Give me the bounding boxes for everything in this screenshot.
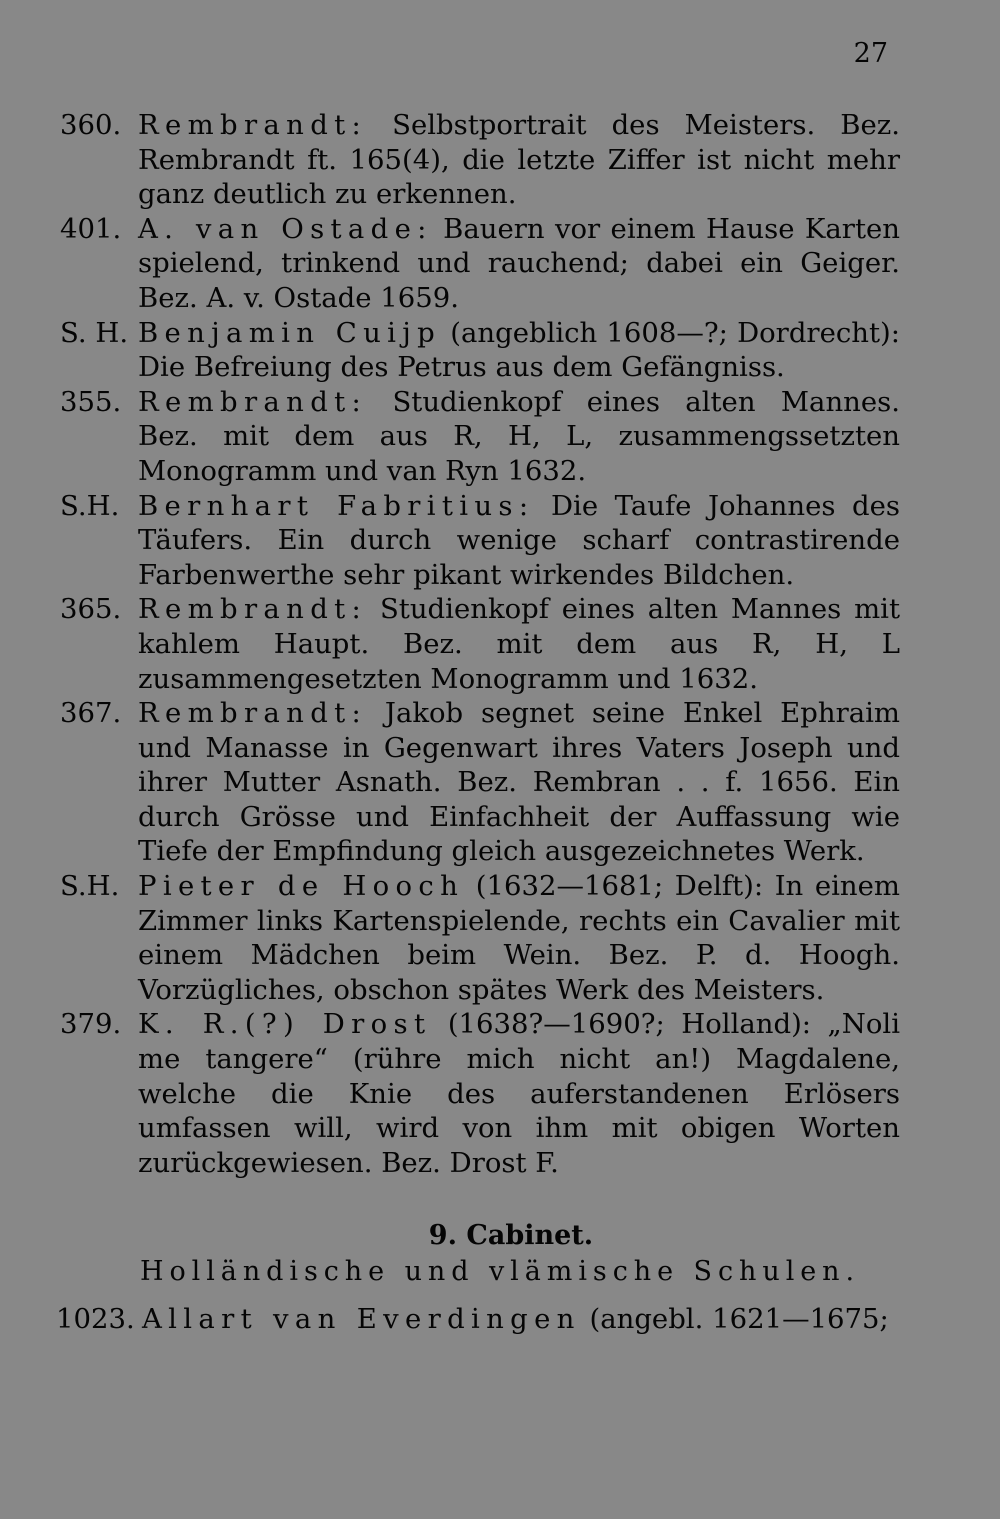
entry-artist: Benjamin Cuijp [138,316,442,349]
catalog-entry [60,696,900,869]
entry-text: Bauern vor einem Hause Karten spielend, trinkend und rauchend; dabei ein Geiger. Bez. A. v. Ostade 1659. [138,212,900,314]
catalog-entry [60,489,900,593]
entry-artist: Rembrandt: [138,385,368,418]
entry-artist: A. van Ostade: [138,212,433,245]
entry-text: (angeblich 1608—?; Dordrecht): Die Befreiung des Petrus aus dem Gefängniss. [138,316,900,384]
entry-artist: Rembrandt: [138,697,368,730]
catalog-entry [60,869,900,1007]
entry-number: 355. [60,385,122,418]
entry-text: Jakob segnet seine Enkel Ephraim und Manasse in Gegenwart ihres Vaters Joseph und ihrer Mutter Asnath. Bez. Rembran . . f. 1656. Ein durch Grösse und Einfachheit der Auffassung wie Tiefe der Empfindung gleich ausgezeichnetes Werk. [138,697,900,868]
entry-text: Die Taufe Johannes des Täufers. Ein durch wenige scharf contrastirende Farbenwerthe sehr pikant wirkendes Bildchen. [138,489,900,591]
page-number: 27 [853,38,888,69]
entry-artist: Bernhart Fabritius: [138,489,535,522]
entry-number: 367. [60,697,122,730]
catalog-entry [60,212,900,316]
entry-number: 365. [60,593,122,626]
catalog-entry [60,1007,900,1180]
entry-artist: Pieter de Hooch [138,870,465,903]
catalog-entry [60,108,900,212]
entry-text: Studienkopf eines alten Mannes. Bez. mit dem aus R, H, L, zusammengssetzten Monogramm und van Ryn 1632. [138,385,900,487]
entry-artist: Rembrandt: [138,593,368,626]
section-subtitle: Holländische und vlämische Schulen. [139,1256,861,1287]
entry-artist: K. R.(?) Drost [138,1008,432,1041]
entry-text: (1632—1681; Delft): In einem Zimmer links Kartenspielende, rechts ein Cavalier mit einem Mädchen beim Wein. Bez. P. d. Hoogh. Vorzügliches, obschon spätes Werk des Meisters. [138,870,900,1006]
entry-number: 1023. [56,1303,135,1335]
entry-text: Studienkopf eines alten Mannes mit kahlem Haupt. Bez. mit dem aus R, H, L zusammengesetzten Monogramm und 1632. [138,593,900,695]
catalog-entry [60,385,900,489]
section-heading [0,1218,1000,1290]
catalog-entry [60,316,900,385]
entry-number: 360. [60,109,122,141]
entry-artist: Rembrandt: [138,109,368,141]
entry-number: S.H. [60,870,120,903]
entry-text: Selbstportrait des Meisters. Bez. Rembrandt ft. 165(4), die letzte Ziffer ist nicht mehr ganz deutlich zu erkennen. [138,109,900,211]
catalog-entry [60,592,900,696]
entry-number: 401. [60,212,122,245]
catalog-entry-continued [56,1302,906,1336]
section-title: 9. Cabinet. [428,1220,594,1251]
entry-artist: Allart van Everdingen [142,1303,581,1335]
entry-number: S. H. [60,316,129,349]
entry-text: (angebl. 1621—1675; [589,1303,889,1335]
entry-number: 379. [60,1008,122,1041]
entry-text: (1638?—1690?; Holland): „Noli me tangere“ (rühre mich nicht an!) Magdalene, welche die Knie des auferstandenen Erlösers umfassen will, wird von ihm mit obigen Worten zurückgewiesen. Bez. Drost F. [138,1008,900,1179]
entry-number: S.H. [60,489,120,522]
catalog-entries [60,108,900,1180]
